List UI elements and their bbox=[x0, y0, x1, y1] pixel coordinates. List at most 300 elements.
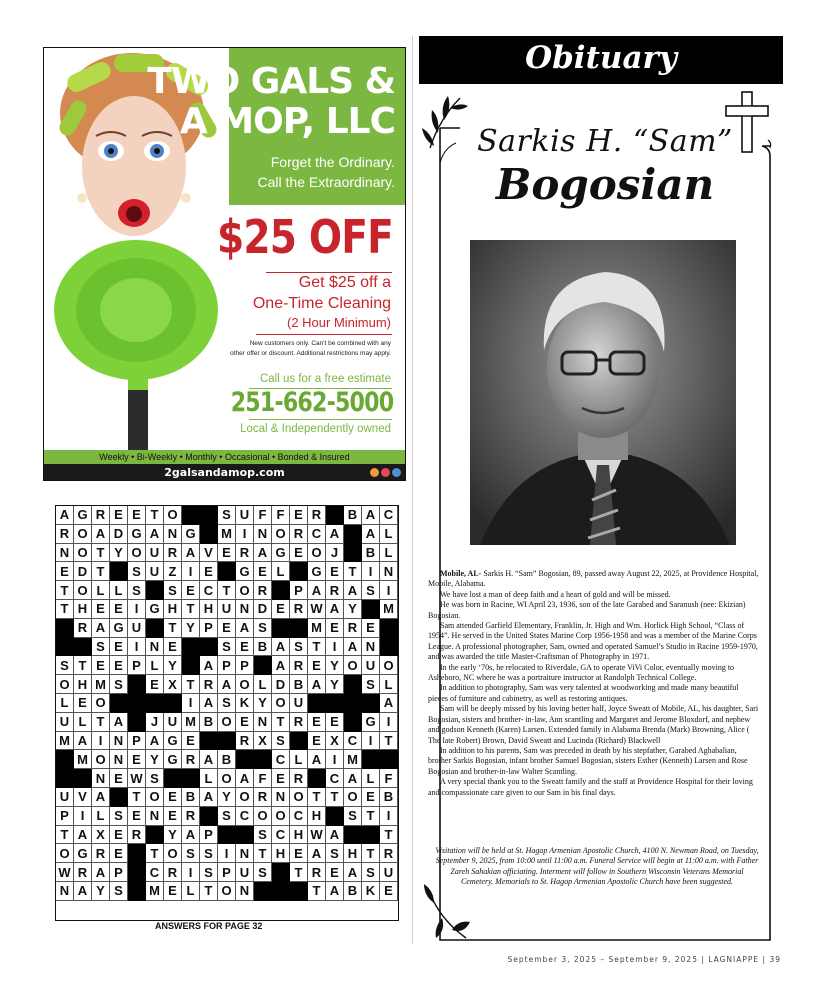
crossword-cell: O bbox=[236, 788, 254, 807]
crossword-black-cell bbox=[110, 788, 128, 807]
crossword-cell: G bbox=[362, 713, 380, 732]
crossword-black-cell bbox=[128, 844, 146, 863]
crossword-cell: C bbox=[344, 732, 362, 751]
crossword-cell: E bbox=[218, 544, 236, 563]
crossword-cell: Y bbox=[164, 656, 182, 675]
crossword-cell: I bbox=[128, 638, 146, 657]
crossword-black-cell bbox=[128, 694, 146, 713]
obituary-banner bbox=[419, 36, 783, 84]
crossword-cell: I bbox=[236, 525, 254, 544]
crossword-cell: T bbox=[308, 638, 326, 657]
crossword-cell: K bbox=[362, 882, 380, 901]
crossword-cell: E bbox=[128, 506, 146, 525]
crossword-cell: I bbox=[362, 562, 380, 581]
ad-tagline-1: Forget the Ordinary. bbox=[270, 154, 395, 170]
crossword-cell: A bbox=[146, 732, 164, 751]
crossword-cell: R bbox=[254, 788, 272, 807]
crossword-cell: A bbox=[308, 750, 326, 769]
crossword-cell: B bbox=[200, 713, 218, 732]
crossword-cell: L bbox=[254, 675, 272, 694]
crossword-cell: S bbox=[200, 844, 218, 863]
crossword-cell: R bbox=[290, 713, 308, 732]
crossword-black-cell bbox=[110, 694, 128, 713]
crossword-cell: R bbox=[290, 525, 308, 544]
crossword-black-cell bbox=[344, 525, 362, 544]
crossword-black-cell bbox=[218, 732, 236, 751]
crossword-cell: R bbox=[308, 863, 326, 882]
crossword-black-cell bbox=[290, 562, 308, 581]
crossword-cell: T bbox=[326, 788, 344, 807]
crossword-cell: G bbox=[146, 600, 164, 619]
crossword-cell: E bbox=[56, 562, 74, 581]
crossword-cell: O bbox=[218, 769, 236, 788]
crossword-cell: O bbox=[272, 525, 290, 544]
crossword-cell: O bbox=[146, 788, 164, 807]
crossword-cell: X bbox=[164, 675, 182, 694]
crossword-black-cell bbox=[128, 675, 146, 694]
crossword-cell: A bbox=[92, 788, 110, 807]
crossword-cell: W bbox=[308, 600, 326, 619]
crossword-cell: E bbox=[146, 675, 164, 694]
crossword-black-cell bbox=[200, 732, 218, 751]
crossword-cell: U bbox=[362, 656, 380, 675]
crossword-cell: E bbox=[110, 656, 128, 675]
crossword-cell: A bbox=[272, 638, 290, 657]
crossword-cell: A bbox=[92, 863, 110, 882]
crossword-cell: T bbox=[182, 600, 200, 619]
crossword-cell: R bbox=[74, 863, 92, 882]
crossword-answers-note: ANSWERS FOR PAGE 32 bbox=[155, 921, 263, 931]
crossword-cell: O bbox=[254, 807, 272, 826]
crossword-cell: S bbox=[128, 581, 146, 600]
crossword-cell: I bbox=[326, 750, 344, 769]
ad-headline-2: A MOP, LLC bbox=[179, 101, 395, 142]
crossword-cell: A bbox=[92, 619, 110, 638]
crossword-cell: A bbox=[272, 656, 290, 675]
crossword-cell: A bbox=[200, 788, 218, 807]
crossword-cell: N bbox=[236, 600, 254, 619]
crossword-cell: B bbox=[290, 675, 308, 694]
crossword-cell: P bbox=[290, 581, 308, 600]
ad-fine-print-1: New customers only. Can't be combined with any bbox=[249, 340, 391, 347]
crossword-cell: S bbox=[218, 506, 236, 525]
crossword-cell: E bbox=[128, 750, 146, 769]
crossword-cell: C bbox=[308, 525, 326, 544]
crossword-cell: A bbox=[74, 826, 92, 845]
crossword-cell: A bbox=[182, 544, 200, 563]
obituary-body bbox=[428, 569, 760, 798]
crossword-cell: B bbox=[344, 506, 362, 525]
crossword-cell: E bbox=[218, 619, 236, 638]
crossword-cell: Y bbox=[254, 694, 272, 713]
crossword-cell: O bbox=[236, 581, 254, 600]
crossword-cell: E bbox=[164, 807, 182, 826]
crossword-cell: I bbox=[182, 694, 200, 713]
crossword-cell: R bbox=[326, 581, 344, 600]
crossword-cell: A bbox=[362, 525, 380, 544]
crossword-cell: N bbox=[254, 525, 272, 544]
crossword-black-cell bbox=[56, 638, 74, 657]
crossword-cell: A bbox=[92, 525, 110, 544]
crossword-cell: S bbox=[272, 732, 290, 751]
crossword-black-cell bbox=[74, 769, 92, 788]
crossword-cell: Y bbox=[92, 882, 110, 901]
crossword-cell: Y bbox=[326, 675, 344, 694]
crossword-black-cell bbox=[290, 882, 308, 901]
obituary-paragraph: In the early ‘70s, he relocated to Riverdale, GA to operate ViVi Color, eventually moving to Asheboro, NC where he was a portraiture instructor at Randolph Technical College. bbox=[428, 662, 735, 683]
crossword-cell: O bbox=[56, 675, 74, 694]
crossword-cell: A bbox=[326, 826, 344, 845]
crossword-black-cell bbox=[110, 562, 128, 581]
crossword-cell: I bbox=[74, 807, 92, 826]
crossword-cell: M bbox=[182, 713, 200, 732]
obituary-paragraph: He was born in Racine, WI April 23, 1936, son of the late Garabed and Saranush (nee: Ekizian) Bogosian. bbox=[428, 600, 746, 620]
crossword-cell: T bbox=[272, 713, 290, 732]
ad-offer-line-3: (2 Hour Minimum) bbox=[286, 315, 391, 330]
crossword-black-cell bbox=[56, 750, 74, 769]
crossword-cell: A bbox=[236, 619, 254, 638]
crossword-cell: A bbox=[200, 694, 218, 713]
crossword-cell: H bbox=[290, 826, 308, 845]
crossword-black-cell bbox=[254, 750, 272, 769]
crossword-cell: E bbox=[110, 769, 128, 788]
crossword-cell: A bbox=[74, 732, 92, 751]
crossword-cell: C bbox=[272, 826, 290, 845]
ad-offer-line-1: Get $25 off a bbox=[298, 274, 391, 291]
crossword-cell: C bbox=[200, 581, 218, 600]
crossword-black-cell bbox=[344, 826, 362, 845]
crossword-cell: O bbox=[164, 844, 182, 863]
crossword-cell: S bbox=[218, 694, 236, 713]
crossword-black-cell bbox=[380, 638, 398, 657]
crossword-cell: G bbox=[110, 619, 128, 638]
obituary-paragraph: Sam attended Garfield Elementary, Franklin, Jr. High and Wm. Horlick High School, “Class of 1954”. He served in the United States Marine Corp 1956-1958 and was a member of the Marine Corps League. A professional photographer, Sam, owned and operated Samuel’s Studio in Racine 1959-1970, and was awarded the title Master-Craftsman of Photography in 1971. bbox=[428, 621, 758, 662]
crossword-cell: S bbox=[254, 826, 272, 845]
crossword-cell: H bbox=[200, 600, 218, 619]
crossword-cell: R bbox=[380, 844, 398, 863]
crossword-black-cell bbox=[200, 506, 218, 525]
crossword-cell: S bbox=[218, 638, 236, 657]
crossword-cell: L bbox=[200, 769, 218, 788]
crossword-cell: G bbox=[164, 750, 182, 769]
crossword-cell: S bbox=[344, 807, 362, 826]
crossword-black-cell bbox=[56, 769, 74, 788]
crossword-cell: B bbox=[182, 788, 200, 807]
crossword-cell: T bbox=[380, 732, 398, 751]
crossword-cell: S bbox=[290, 638, 308, 657]
crossword-cell: E bbox=[200, 562, 218, 581]
crossword-cell: O bbox=[236, 675, 254, 694]
email-icon[interactable] bbox=[392, 468, 401, 477]
ad-rule bbox=[249, 419, 392, 420]
crossword-black-cell bbox=[326, 807, 344, 826]
crossword-cell: X bbox=[92, 826, 110, 845]
crossword-cell: W bbox=[308, 826, 326, 845]
crossword-cell: I bbox=[362, 732, 380, 751]
crossword-black-cell bbox=[182, 656, 200, 675]
ad-call-text: Call us for a free estimate bbox=[259, 373, 391, 385]
crossword-cell: A bbox=[110, 713, 128, 732]
crossword-black-cell bbox=[254, 882, 272, 901]
crossword-cell: L bbox=[56, 694, 74, 713]
crossword-cell: S bbox=[146, 769, 164, 788]
crossword-black-cell bbox=[362, 600, 380, 619]
crossword-cell: Y bbox=[326, 656, 344, 675]
crossword-cell: E bbox=[110, 506, 128, 525]
crossword-cell: E bbox=[326, 713, 344, 732]
crossword-cell: N bbox=[236, 882, 254, 901]
crossword-cell: E bbox=[362, 619, 380, 638]
crossword-cell: I bbox=[128, 600, 146, 619]
crossword-cell: L bbox=[380, 675, 398, 694]
crossword-cell: U bbox=[380, 863, 398, 882]
crossword-cell: I bbox=[380, 713, 398, 732]
crossword-cell: E bbox=[110, 844, 128, 863]
crossword-cell: A bbox=[326, 600, 344, 619]
obituary-paragraph: In addition to his parents, Sam was preceded in death by his stepfather, Garabed Aghabalian, brother Sarkis Bogosian, infant brother Samuel Bogosian, sisters Esther (Kenneth) Larsen and Rose Bogosian and brother-in-law Walter Scantling. bbox=[428, 745, 748, 776]
crossword-black-cell bbox=[380, 619, 398, 638]
crossword-cell: E bbox=[272, 600, 290, 619]
crossword-cell: L bbox=[272, 562, 290, 581]
ad-phone[interactable]: 251-662-5000 bbox=[230, 387, 393, 418]
crossword-cell: R bbox=[290, 769, 308, 788]
crossword-black-cell bbox=[236, 750, 254, 769]
obituary-dateline: Mobile, AL bbox=[440, 569, 479, 578]
crossword-cell: F bbox=[380, 769, 398, 788]
crossword-cell: N bbox=[146, 807, 164, 826]
crossword-cell: M bbox=[146, 882, 164, 901]
crossword-cell: M bbox=[344, 750, 362, 769]
crossword-cell: L bbox=[290, 750, 308, 769]
crossword-black-cell bbox=[128, 713, 146, 732]
crossword-black-cell bbox=[290, 732, 308, 751]
crossword-cell: N bbox=[146, 638, 164, 657]
crossword-cell: R bbox=[182, 807, 200, 826]
crossword-black-cell bbox=[200, 525, 218, 544]
crossword-cell: I bbox=[92, 732, 110, 751]
ad-rule bbox=[256, 334, 392, 335]
crossword-cell: T bbox=[200, 882, 218, 901]
crossword-cell: A bbox=[344, 769, 362, 788]
crossword-cell: A bbox=[380, 694, 398, 713]
crossword-black-cell bbox=[344, 694, 362, 713]
crossword-cell: G bbox=[164, 732, 182, 751]
crossword-black-cell bbox=[362, 826, 380, 845]
crossword-cell: P bbox=[110, 863, 128, 882]
crossword-cell: I bbox=[326, 638, 344, 657]
crossword-cell: A bbox=[344, 863, 362, 882]
crossword-black-cell bbox=[308, 694, 326, 713]
crossword-cell: P bbox=[218, 656, 236, 675]
crossword-black-cell bbox=[344, 544, 362, 563]
crossword-cell: R bbox=[236, 544, 254, 563]
crossword-cell: N bbox=[164, 525, 182, 544]
crossword-cell: M bbox=[308, 619, 326, 638]
crossword-cell: T bbox=[308, 882, 326, 901]
crossword-cell: S bbox=[200, 863, 218, 882]
crossword-cell: I bbox=[182, 562, 200, 581]
page-footer: September 3, 2025 – September 9, 2025 | LAGNIAPPE | 39 bbox=[507, 955, 781, 964]
crossword-cell: N bbox=[362, 638, 380, 657]
crossword-cell: H bbox=[344, 844, 362, 863]
crossword-cell: L bbox=[380, 525, 398, 544]
crossword-cell: E bbox=[308, 656, 326, 675]
crossword-cell: E bbox=[326, 619, 344, 638]
crossword-cell: U bbox=[164, 713, 182, 732]
crossword-cell: R bbox=[200, 675, 218, 694]
ad-rule bbox=[266, 272, 392, 273]
crossword-black-cell bbox=[362, 750, 380, 769]
ad-local-text: Local & Independently owned bbox=[240, 423, 391, 435]
ad-services-band: Weekly • Bi-Weekly • Monthly • Occasional • Bonded & Insured bbox=[44, 450, 405, 464]
crossword-cell: S bbox=[110, 807, 128, 826]
ad-website[interactable]: 2galsandamop.com bbox=[44, 464, 405, 481]
crossword-cell: S bbox=[164, 581, 182, 600]
obituary-banner-title: Obituary bbox=[525, 40, 677, 76]
crossword-cell: S bbox=[110, 882, 128, 901]
crossword-black-cell bbox=[146, 581, 164, 600]
crossword-cell: T bbox=[362, 844, 380, 863]
crossword-cell: E bbox=[110, 826, 128, 845]
obituary-paragraph bbox=[428, 569, 760, 590]
crossword-cell: A bbox=[200, 656, 218, 675]
crossword-cell: R bbox=[164, 544, 182, 563]
crossword-black-cell bbox=[74, 638, 92, 657]
crossword-cell: R bbox=[290, 600, 308, 619]
instagram-icon[interactable] bbox=[381, 468, 390, 477]
crossword-cell: E bbox=[236, 713, 254, 732]
crossword-black-cell bbox=[308, 769, 326, 788]
crossword-cell: A bbox=[236, 769, 254, 788]
crossword-cell: E bbox=[290, 506, 308, 525]
crossword-cell: O bbox=[74, 581, 92, 600]
crossword-black-cell bbox=[146, 826, 164, 845]
crossword-cell: T bbox=[56, 581, 74, 600]
crossword-cell: E bbox=[110, 600, 128, 619]
crossword-cell: S bbox=[362, 581, 380, 600]
crossword-cell: G bbox=[182, 525, 200, 544]
crossword-cell: P bbox=[236, 656, 254, 675]
crossword-cell: S bbox=[182, 844, 200, 863]
crossword-cell: T bbox=[344, 562, 362, 581]
crossword-cell: C bbox=[290, 807, 308, 826]
crossword-cell: H bbox=[272, 844, 290, 863]
crossword-cell: E bbox=[308, 732, 326, 751]
crossword-cell: T bbox=[56, 826, 74, 845]
crossword-cell: L bbox=[92, 807, 110, 826]
crossword-black-cell bbox=[146, 619, 164, 638]
crossword-cell: O bbox=[218, 882, 236, 901]
crossword-cell: T bbox=[182, 675, 200, 694]
crossword-cell: S bbox=[254, 863, 272, 882]
crossword-cell: A bbox=[56, 506, 74, 525]
crossword-black-cell bbox=[272, 619, 290, 638]
crossword-cell: E bbox=[272, 769, 290, 788]
crossword-cell: F bbox=[254, 506, 272, 525]
crossword-cell: A bbox=[326, 882, 344, 901]
crossword-black-cell bbox=[236, 826, 254, 845]
crossword-cell: O bbox=[74, 525, 92, 544]
crossword-cell: E bbox=[182, 732, 200, 751]
crossword-cell: T bbox=[92, 544, 110, 563]
crossword-cell: U bbox=[290, 694, 308, 713]
crossword-black-cell bbox=[272, 882, 290, 901]
crossword-cell: A bbox=[146, 525, 164, 544]
crossword-black-cell bbox=[344, 713, 362, 732]
crossword-cell: E bbox=[254, 562, 272, 581]
crossword-cell: P bbox=[128, 656, 146, 675]
obituary-paragraph: A very special thank you to the Sweatt family and the staff at Providence Hospital for their loving and compassionate care given to our Sam in his final days. bbox=[428, 777, 753, 797]
facebook-icon[interactable] bbox=[370, 468, 379, 477]
crossword-cell: M bbox=[92, 675, 110, 694]
crossword-black-cell bbox=[326, 506, 344, 525]
crossword-cell: G bbox=[236, 562, 254, 581]
obituary-visitation: Visitation will be held at St. Hagop Armenian Apostolic Church, 4100 N. Newman Road, on Tuesday, September 9, 2025, from 10:00 until 11:00 a.m. Funeral Service will begin at 11:00 a.m. with Father Zareh Sahakian officiating. Interment will follow in Southern Wisconsin Veterans Memorial Cemetery. Memorials to St. Hagop Armenian Apostolic Church have been suggested. bbox=[435, 846, 759, 887]
crossword-cell: O bbox=[56, 844, 74, 863]
crossword-cell: D bbox=[272, 675, 290, 694]
ad-offer-line-2: One-Time Cleaning bbox=[252, 295, 391, 312]
crossword-black-cell bbox=[272, 581, 290, 600]
crossword-cell: X bbox=[326, 732, 344, 751]
crossword-cell: C bbox=[326, 769, 344, 788]
deceased-name-line-1: Sarkis H. “Sam” bbox=[477, 124, 733, 159]
crossword-cell: N bbox=[92, 769, 110, 788]
crossword-cell: G bbox=[272, 544, 290, 563]
crossword-cell: D bbox=[110, 525, 128, 544]
crossword-cell: E bbox=[326, 562, 344, 581]
crossword-cell: E bbox=[164, 638, 182, 657]
crossword-cell: B bbox=[218, 750, 236, 769]
crossword-cell: P bbox=[128, 732, 146, 751]
crossword-cell: G bbox=[308, 562, 326, 581]
crossword-cell: T bbox=[74, 656, 92, 675]
crossword-cell: G bbox=[74, 844, 92, 863]
crossword-cell: L bbox=[146, 656, 164, 675]
crossword-cell: E bbox=[74, 694, 92, 713]
crossword-cell: H bbox=[308, 807, 326, 826]
crossword-cell: S bbox=[128, 562, 146, 581]
crossword-black-cell bbox=[362, 694, 380, 713]
crossword-cell: O bbox=[380, 656, 398, 675]
crossword-cell: A bbox=[308, 675, 326, 694]
crossword-cell: L bbox=[74, 713, 92, 732]
crossword-cell: T bbox=[92, 713, 110, 732]
crossword-cell: A bbox=[362, 506, 380, 525]
crossword-cell: C bbox=[380, 506, 398, 525]
crossword-cell: O bbox=[290, 788, 308, 807]
crossword-cell: I bbox=[182, 863, 200, 882]
crossword-cell: C bbox=[236, 807, 254, 826]
portrait-photo bbox=[470, 240, 736, 545]
crossword-cell: E bbox=[182, 581, 200, 600]
crossword-cell: W bbox=[56, 863, 74, 882]
crossword-cell: S bbox=[110, 675, 128, 694]
crossword-black-cell bbox=[128, 863, 146, 882]
crossword-cell: E bbox=[236, 638, 254, 657]
crossword-black-cell bbox=[200, 807, 218, 826]
crossword-cell: O bbox=[308, 544, 326, 563]
crossword-cell: S bbox=[92, 638, 110, 657]
crossword-cell: O bbox=[128, 544, 146, 563]
crossword-cell: E bbox=[326, 863, 344, 882]
crossword-cell: N bbox=[56, 882, 74, 901]
crossword-cell: E bbox=[290, 544, 308, 563]
crossword-cell: R bbox=[92, 506, 110, 525]
deceased-name-line-2: Bogosian bbox=[495, 160, 715, 209]
crossword-cell: V bbox=[200, 544, 218, 563]
crossword-cell: T bbox=[308, 788, 326, 807]
ad-tagline-2: Call the Extraordinary. bbox=[257, 174, 395, 190]
